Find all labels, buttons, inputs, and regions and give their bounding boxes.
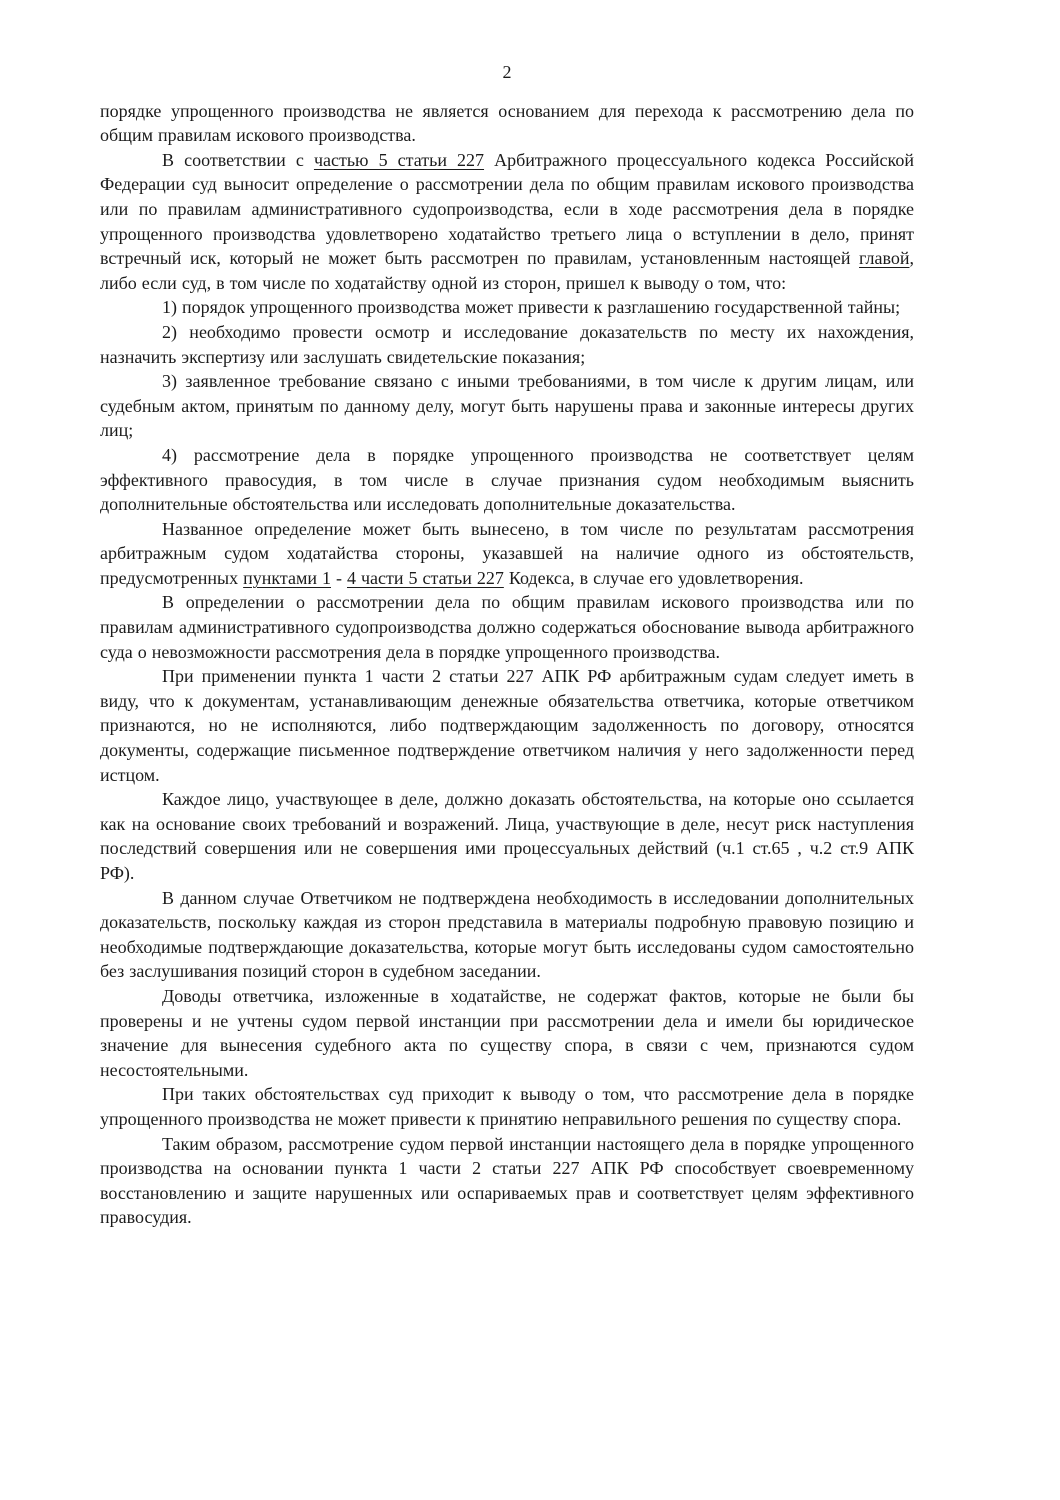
paragraph <box>100 984 914 1082</box>
text-run: - <box>331 567 347 588</box>
paragraph <box>100 443 914 517</box>
text-run: При таких обстоятельствах суд приходит к выводу о том, что рассмотрение дела в порядке упрощенного производства не может привести к принятию неправильного решения по существу спора. <box>100 1084 914 1129</box>
paragraph <box>100 1082 914 1131</box>
paragraph <box>100 369 914 443</box>
text-run: Арбитражного процессуального кодекса Российской Федерации суд выносит определение о рассмотрении дела по общим правилам искового производства или по правилам административного судопроизводства, если в ходе рассмотрения дела в порядке упрощенного производства удовлетворено ходатайство третьего лица о вступлении в дело, принят встречный иск, который не может быть рассмотрен по правилам, установленным настоящей <box>100 149 914 269</box>
paragraph <box>100 787 914 885</box>
text-run: , либо если суд, в том числе по ходатайству одной из сторон, пришел к выводу о том, что: <box>100 248 914 293</box>
text-run: В соответствии с <box>162 149 314 170</box>
paragraph <box>100 590 914 664</box>
text-run: порядке упрощенного производства не является основанием для перехода к рассмотрению дела по общим правилам искового производства. <box>100 100 914 146</box>
paragraph <box>100 664 914 787</box>
paragraph <box>100 886 914 984</box>
text-run: Каждое лицо, участвующее в деле, должно доказать обстоятельства, на которые оно ссылается как на основание своих требований и возражений. Лица, участвующие в деле, несут риск наступления последствий совершения или не совершения ими процессуальных действий (ч.1 ст.65 , ч.2 ст.9 АПК РФ). <box>100 789 914 883</box>
underlined-reference: частью 5 статьи 227 <box>313 149 485 170</box>
paragraph <box>100 320 914 369</box>
underlined-reference: 4 части 5 статьи 227 <box>347 567 504 588</box>
text-run: При применении пункта 1 части 2 статьи 227 АПК РФ арбитражным судам следует иметь в виду, что к документам, устанавливающим денежные обязательства ответчика, которые ответчиком признаются, но не исполняются, либо подтверждающим задолженность по договору, относятся документы, содержащие письменное подтверждение ответчиком наличия у него задолженности перед истцом. <box>100 666 914 785</box>
text-run: Кодекса, в случае его удовлетворения. <box>503 567 804 588</box>
text-run: Названное определение может быть вынесено, в том числе по результатам рассмотрения арбитражным судом ходатайства стороны, указавшей на наличие одного из обстоятельств, предусмотренных <box>100 518 914 588</box>
text-run: 4) рассмотрение дела в порядке упрощенного производства не соответствует целям эффективного правосудия, в том числе в случае признания судом необходимым выяснить дополнительные обстоятельства или исследовать дополнительные доказательства. <box>100 444 914 515</box>
paragraph <box>100 517 914 591</box>
document-body <box>100 99 914 1230</box>
paragraph <box>100 1132 914 1230</box>
text-run: 3) заявленное требование связано с иными требованиями, в том числе к другим лицам, или судебным актом, принятым по данному делу, могут быть нарушены права и законные интересы других лиц; <box>100 371 914 441</box>
text-run: Таким образом, рассмотрение судом первой инстанции настоящего дела в порядке упрощенного производства на основании пункта 1 части 2 статьи 227 АПК РФ способствует своевременному восстановлению и защите нарушенных или оспариваемых прав и соответствует целям эффективного правосудия. <box>100 1133 914 1228</box>
text-run: Доводы ответчика, изложенные в ходатайстве, не содержат фактов, которые не были бы проверены и не учтены судом первой инстанции при рассмотрении дела и имели бы юридическое значение для вынесения судебного акта по существу спора, в связи с чем, признаются судом несостоятельными. <box>100 985 914 1080</box>
text-run: В определении о рассмотрении дела по общим правилам искового производства или по правилам административного судопроизводства должно содержаться обоснование вывода арбитражного суда о невозможности рассмотрения дела в порядке упрощенного производства. <box>100 592 914 662</box>
text-run: 1) порядок упрощенного производства может привести к разглашению государственной тайны; <box>162 297 901 318</box>
text-run: В данном случае Ответчиком не подтверждена необходимость в исследовании дополнительных доказательств, поскольку каждая из сторон представила в материалы подробную правовую позицию и необходимые подтверждающие доказательства, которые могут быть исследованы судом самостоятельно без заслушивания позиций сторон в судебном заседании. <box>100 887 914 982</box>
text-run: 2) необходимо провести осмотр и исследование доказательств по месту их нахождения, назначить экспертизу или заслушать свидетельские показания; <box>100 321 914 367</box>
paragraph <box>100 148 914 296</box>
paragraph <box>100 295 914 320</box>
underlined-reference: пунктами 1 <box>243 567 331 588</box>
page-number: 2 <box>502 62 512 82</box>
underlined-reference: главой <box>859 248 910 269</box>
paragraph <box>100 99 914 148</box>
